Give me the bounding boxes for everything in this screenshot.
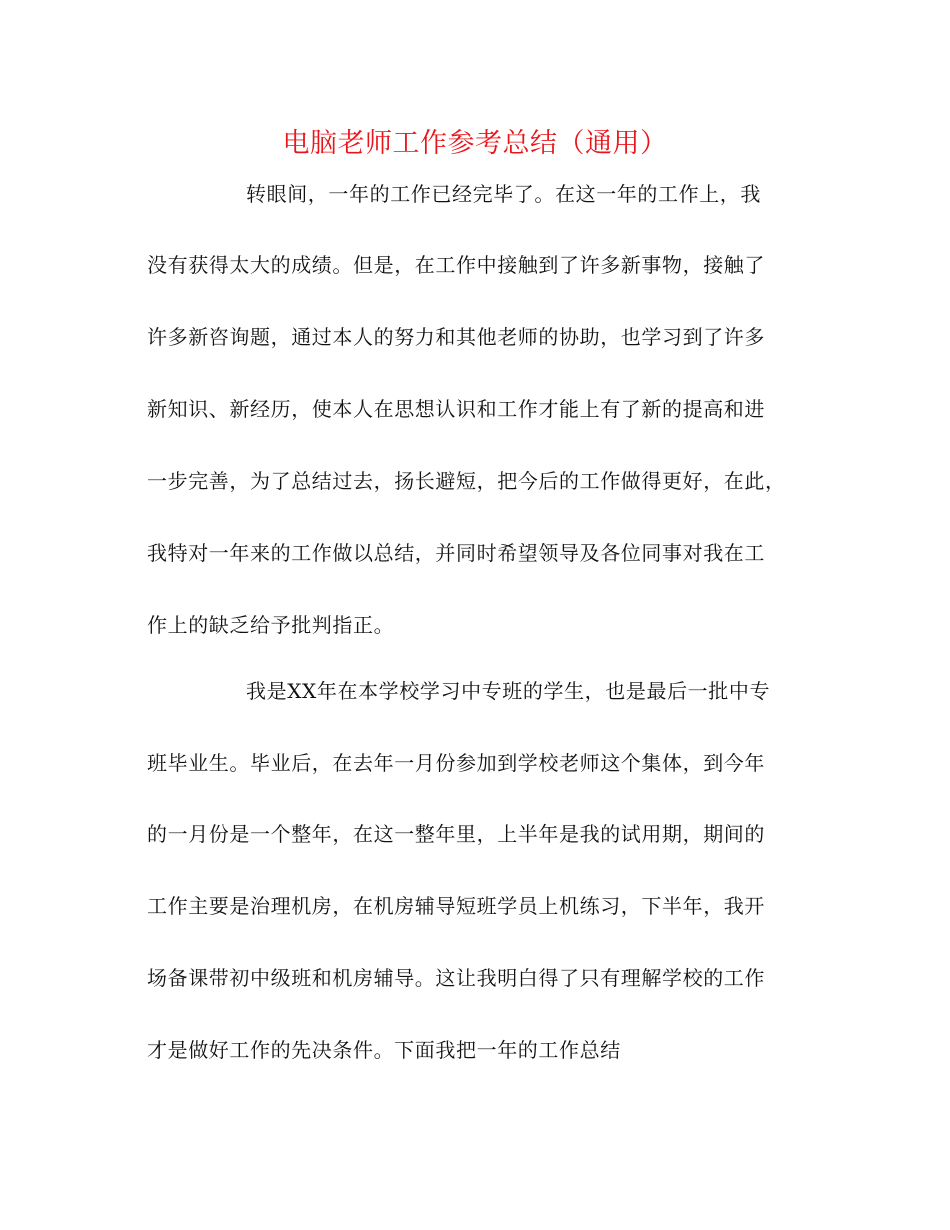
paragraph-line: 我特对一年来的工作做以总结，并同时希望领导及各位同事对我在工 (147, 541, 765, 565)
paragraph-line: 才是做好工作的先决条件。下面我把一年的工作总结 (147, 1038, 621, 1062)
paragraph-line: 新知识、新经历，使本人在思想认识和工作才能上有了新的提高和进 (147, 397, 765, 421)
paragraph-line: 没有获得太大的成绩。但是，在工作中接触到了许多新事物，接触了 (147, 253, 765, 277)
paragraph-line: 场备课带初中级班和机房辅导。这让我明白得了只有理解学校的工作 (147, 966, 765, 990)
paragraph-line: 班毕业生。毕业后，在去年一月份参加到学校老师这个集体，到今年 (147, 751, 765, 775)
paragraph-line: 我是XX年在本学校学习中专班的学生，也是最后一批中专 (246, 679, 771, 703)
paragraph-line: 一步完善，为了总结过去，扬长避短，把今后的工作做得更好，在此， (147, 469, 786, 493)
document-title: 电脑老师工作参考总结（通用） (282, 128, 668, 159)
paragraph-line: 作上的缺乏给予批判指正。 (147, 613, 395, 637)
paragraph-line: 工作主要是治理机房，在机房辅导短班学员上机练习，下半年，我开 (147, 894, 765, 918)
paragraph-line: 转眼间，一年的工作已经完毕了。在这一年的工作上，我 (246, 182, 761, 206)
paragraph-line: 的一月份是一个整年，在这一整年里，上半年是我的试用期，期间的 (147, 822, 765, 846)
paragraph-line: 许多新咨询题，通过本人的努力和其他老师的协助，也学习到了许多 (147, 325, 765, 349)
